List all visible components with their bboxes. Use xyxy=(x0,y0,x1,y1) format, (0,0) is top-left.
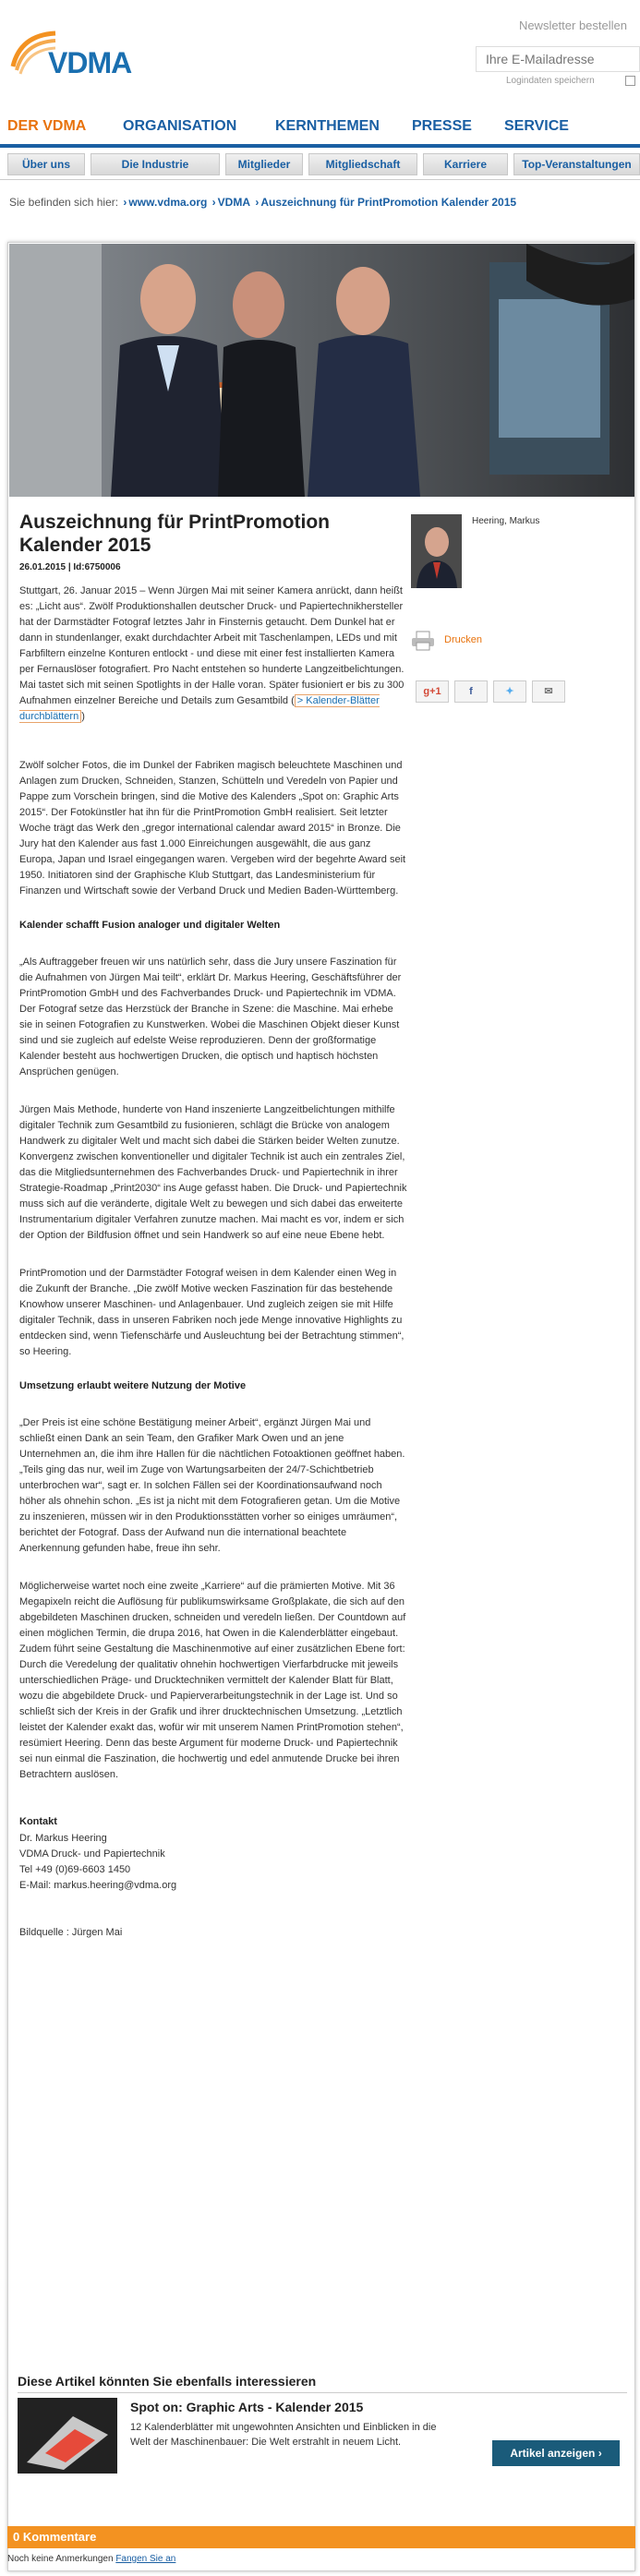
print-icon[interactable] xyxy=(411,631,435,656)
breadcrumb-chevron-icon: › xyxy=(211,196,216,209)
contact-heading: Kontakt xyxy=(19,1816,57,1827)
main-nav xyxy=(0,114,640,144)
google-plus-button[interactable]: g+1 xyxy=(416,680,449,703)
subnav-mitgliedschaft[interactable]: Mitgliedschaft xyxy=(308,153,417,175)
content-frame xyxy=(7,242,635,2571)
article-paragraph-1 xyxy=(19,584,407,725)
twitter-button[interactable] xyxy=(493,680,526,703)
article-paragraph-7: Möglicherweise wartet noch eine zweite „Karriere“ auf die prämierten Motive. Mit 36 Megapixeln reicht die Auflösung für publikumswirksame Großplakate, die sich auf den abgebildeten Maschinen drucken, schneiden und veredeln ließen. Der Countdown auf einen möglichen Termin, die drupa 2016, hat Owen in die Kalenderblätter eingebaut. Zudem führt seine Gestaltung die Maschinenmotive auf einer zusätzlichen Ebene fort: Durch die Veredelung der qualitativ ohnehin hochwertigen Vierfarbdrucke mit jeweils unterschiedlichen Präge- und Drucktechniken vermittelt der Kalender Blatt für Blatt, wozu die abgebildete Druck- und Papierverarbeitungstechnik in der Lage ist. Und so schließt sich der Kreis in der Grafik und ihrer drucktechnischen Umsetzung. „Letztlich leistet der Kalender exakt das, wofür wir mit unserem Namen PrintPromotion stehen“, resümiert Heering. Denn das beste Argument für moderne Druck- und Papiertechnik sei nun einmal die Faszination, die hochwertig und edel anmutende Drucke bei ihren Betrachtern auslösen. xyxy=(19,1581,406,1780)
image-credit: Bildquelle : Jürgen Mai xyxy=(19,1927,123,1938)
author-avatar xyxy=(411,514,462,588)
calendar-pages-link[interactable]: > Kalender-Blätter durchblättern xyxy=(19,695,380,722)
author-avatar-graphic xyxy=(411,514,462,588)
related-item-title[interactable]: Spot on: Graphic Arts - Kalender 2015 xyxy=(130,2400,364,2414)
site-header xyxy=(0,0,640,109)
nav-der-vdma[interactable]: DER VDMA xyxy=(7,118,87,134)
related-heading: Diese Artikel könnten Sie ebenfalls interessieren xyxy=(18,2374,317,2389)
article-meta: 26.01.2015 | Id:6750006 xyxy=(19,562,121,572)
email-input[interactable] xyxy=(476,46,640,72)
article-paragraph-4: Jürgen Mais Methode, hunderte von Hand inszenierte Langzeitbelichtungen mithilfe digitaler Technik zum Gesamtbild zu fusionieren, schlägt die Brücke von analogem Handwerk zu digitaler Welt und macht sich dabei die Stärken beider Welten zunutze. Konvergenz zwischen konventioneller und digitaler Technik ist auch ein zentrales Ziel, das die Mitgliedsunternehmen des Fachverbandes Druck- und Papiertechnik in ihrer Strategie-Roadmap „Print2030“ ins Auge gefasst haben. Die Druck- und Papiertechnik muss sich auf die veränderte, digitale Welt zu bewegen und sich dabei das erweiterte Instrumentarium digitaler Verfahren zunutze machen. Mai macht es vor, indem er sich der Option der Bildfusion öffnet und sein Handwerk so auf eine neue Ebene hebt. xyxy=(19,1104,407,1241)
nav-presse[interactable]: PRESSE xyxy=(412,118,472,134)
contact-org: VDMA Druck- und Papiertechnik xyxy=(19,1848,165,1860)
logo-text: VDMA xyxy=(48,46,132,79)
breadcrumb-item-vdma[interactable]: VDMA xyxy=(217,196,251,209)
show-article-button[interactable] xyxy=(492,2440,620,2466)
email-share-button[interactable] xyxy=(532,680,565,703)
article-paragraph-2: Zwölf solcher Fotos, die im Dunkel der Fabriken magisch beleuchtete Maschinen und Anlagen zum Drucken, Schneiden, Stanzen, Schütteln und Veredeln von Papier und Pappe zum Vorschein bringen, sind die Motive des Kalenders „Spot on: Graphic Arts 2015“. Der Fotokünstler hat ihn für die PrintPromotion GmbH realisiert. Seit letzter Woche trägt das Werk den „gregor international calendar award 2015“ in Bronze. Die Jury hat den Kalender aus fast 1.000 Einreichungen ausgewählt, die aus ganz Europa, Japan und Israel eingegangen waren. Vergeben wird der begehrte Award seit 1950. Initiatoren sind der Graphische Klub Stuttgart, das Landesministerium für Finanzen und Wirtschaft sowie der Verband Druck und Medien Baden-Württemberg. xyxy=(19,760,406,897)
start-comment-link[interactable]: Fangen Sie an xyxy=(115,2554,176,2564)
share-bar xyxy=(416,680,600,703)
related-thumbnail-graphic xyxy=(18,2398,117,2474)
nav-kernthemen[interactable]: KERNTHEMEN xyxy=(275,118,380,134)
breadcrumb-chevron-icon: › xyxy=(123,196,127,209)
comments-note xyxy=(7,2554,175,2564)
article-subheading-2: Umsetzung erlaubt weitere Nutzung der Motive xyxy=(19,1380,247,1391)
hero-photo xyxy=(9,244,634,497)
related-thumbnail[interactable] xyxy=(18,2398,117,2474)
breadcrumb-prefix: Sie befinden sich hier: xyxy=(9,196,119,209)
subnav-die-industrie[interactable]: Die Industrie xyxy=(91,153,220,175)
subnav-top-veranstaltungen[interactable]: Top-Veranstaltungen xyxy=(513,153,640,175)
author-name: Heering, Markus xyxy=(472,516,540,526)
related-divider xyxy=(18,2392,627,2393)
show-article-label: Artikel anzeigen xyxy=(510,2447,596,2460)
nav-service[interactable]: SERVICE xyxy=(504,118,569,134)
article-title: Auszeichnung für PrintPromotion Kalender 2015 xyxy=(19,512,330,556)
twitter-icon: ✦ xyxy=(505,686,514,697)
paragraph-text: Stuttgart, 26. Januar 2015 – Wenn Jürgen Mai mit seiner Kamera anrückt, dann heißt es: „Licht aus“. Zwölf Produktionshallen deutscher Druck- und Papiertechnikhersteller hat der Darmstädter Fotograf letztes Jahr in Finsternis getaucht. Dem Dunkel hat er dann in stundenlanger, exakt durchdachter Arbeit mit Taschenlampen, LEDs und mit Farbfiltern einzelne Konturen entlockt - und diese mit einer fest installierten Kamera per Fernauslöser fotografiert. Pro Nacht entstehen so hunderte Langzeitbelichtungen. Mai tastet sich mit seinen Spotlights in der Halle voran. Später fusioniert er bis zu 300 Aufnahmen einzelner Bereiche und Details zum Gesamtbild ( xyxy=(19,585,405,706)
nav-organisation[interactable]: ORGANISATION xyxy=(123,118,237,134)
chevron-right-icon: › xyxy=(598,2447,602,2460)
hero-photo-graphic xyxy=(9,244,634,497)
article-paragraph-5: PrintPromotion und der Darmstädter Fotograf weisen in dem Kalender einen Weg in die Zukunft der Branche. „Die zwölf Motive wecken Faszination für das bestehende Knowhow unserer Maschinen- und Anlagenbauer. Und zugleich zeigen sie mit Hilfe digitaler Technik, dass in unseren Fabriken noch jede Menge innovative Highlights zu entdecken sind, wenn Tiefenschärfe und Ausleuchtung bei der Betrachtung stimmen“, so Heering. xyxy=(19,1268,405,1357)
contact-name: Dr. Markus Heering xyxy=(19,1833,107,1844)
paragraph-text-end: ) xyxy=(81,711,85,722)
breadcrumb xyxy=(9,196,516,209)
main-nav-divider xyxy=(0,144,640,148)
article-paragraph-3: „Als Auftraggeber freuen wir uns natürlich sehr, dass die Jury unsere Faszination für die Aufnahmen von Jürgen Mai teilt“, erklärt Dr. Markus Heering, Geschäftsführer der PrintPromotion GmbH und des Fachverbandes Druck- und Papiertechnik im VDMA. Der Fotograf setze das Herzstück der Branche in Szene: die Maschine. Mai erhebe sie in seinen Fotografien zu Kunstwerken. Wobei die Maschinen Objekt dieser Kunst sind und sie zugleich auf edelste Weise reproduzieren. Denn der großformatige Kalender besteht aus hochwertigen Drucken, die optisch und haptisch höchsten Ansprüchen genügen. xyxy=(19,957,402,1077)
breadcrumb-chevron-icon: › xyxy=(255,196,260,209)
facebook-button[interactable]: f xyxy=(454,680,488,703)
comments-count: 0 Kommentare xyxy=(13,2530,97,2544)
breadcrumb-item-current[interactable]: Auszeichnung für PrintPromotion Kalender 2015 xyxy=(260,196,517,209)
article-paragraph-6: „Der Preis ist eine schöne Bestätigung meiner Arbeit“, ergänzt Jürgen Mai und schließt einen Dank an sein Team, den Grafiker Mark Owen und an jene Unternehmen an, die ihm ihre Hallen für die nächtlichen Fotoaktionen geöffnet haben. „Teils ging das nur, weil im Zuge von Wartungsarbeiten der 24/7-Schichtbetrieb unterbrochen war“, sagt er. In solchen Fällen sei der Koordinationsaufwand noch höher als ohnehin schon. „Es ist ja nicht mit dem Fotografieren getan. Um die Motive zu inszenieren, müssen wir in den Produktionsstätten vorher so einiges umräumen“, berichtet der Fotograf. Dass der Aufwand nun die international beachtete Anerkennung gefunden habe, freue ihn sehr. xyxy=(19,1417,405,1554)
sub-nav xyxy=(7,153,640,179)
subnav-mitglieder[interactable]: Mitglieder xyxy=(225,153,303,175)
contact-block xyxy=(19,1831,407,1894)
mail-icon: ✉ xyxy=(544,686,553,697)
vdma-logo[interactable] xyxy=(7,26,132,81)
newsletter-link[interactable]: Newsletter bestellen xyxy=(518,18,627,32)
comments-note-text: Noch keine Anmerkungen xyxy=(7,2554,114,2564)
contact-phone: Tel +49 (0)69-6603 1450 xyxy=(19,1864,131,1875)
article-subheading-1: Kalender schafft Fusion analoger und digitaler Welten xyxy=(19,920,281,931)
remember-checkbox[interactable] xyxy=(625,76,635,86)
contact-email: E-Mail: markus.heering@vdma.org xyxy=(19,1880,177,1891)
article-body xyxy=(19,511,407,1941)
breadcrumb-item-home[interactable]: www.vdma.org xyxy=(128,196,208,209)
subnav-karriere[interactable]: Karriere xyxy=(423,153,508,175)
comments-bar[interactable] xyxy=(7,2526,635,2548)
related-item-description: 12 Kalenderblätter mit ungewohnten Ansichten und Einblicken in die Welt der Maschinenbauer: Die Welt erstrahlt in neuem Licht. xyxy=(130,2422,437,2448)
remember-label: Logindaten speichern xyxy=(506,76,595,86)
print-link[interactable]: Drucken xyxy=(444,634,482,645)
sub-nav-divider xyxy=(0,179,640,180)
subnav-ueber-uns[interactable]: Über uns xyxy=(7,153,85,175)
